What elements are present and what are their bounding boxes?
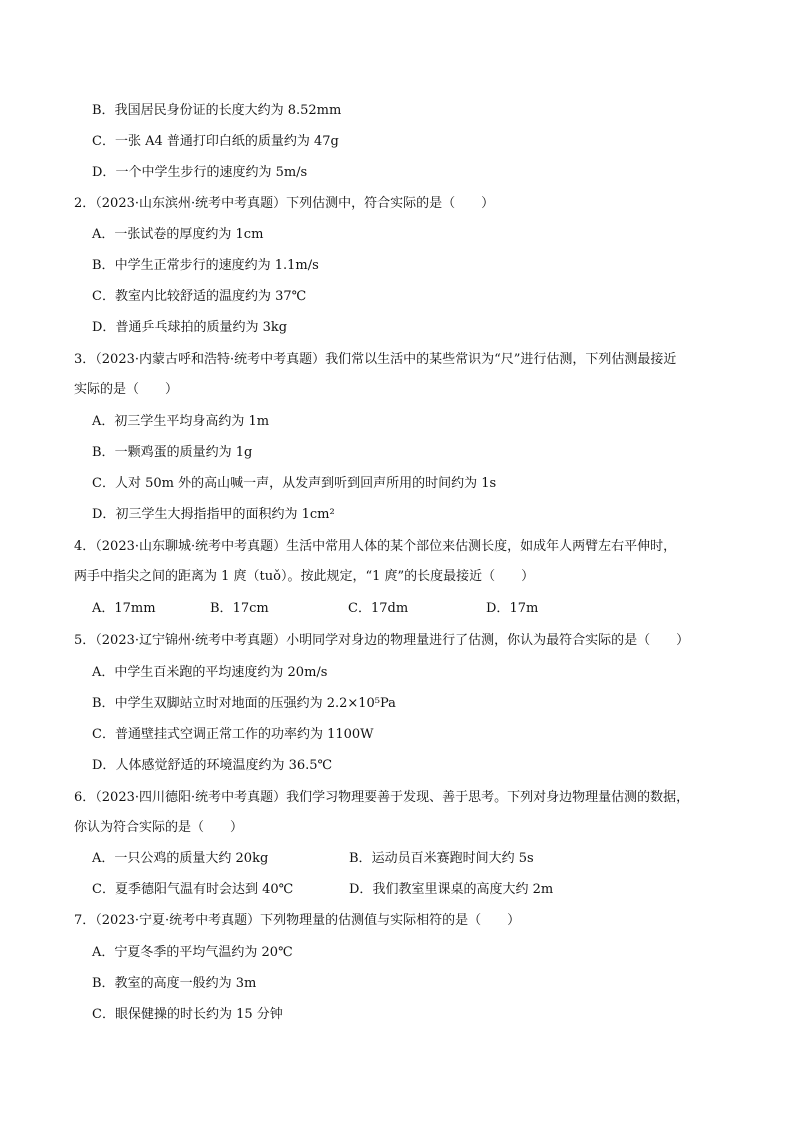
q5-option-b: [92, 694, 396, 714]
q4-stem-line2: 两手中指尖之间的距离为 1 庹（tuǒ）。按此规定，“1 庹”的长度最接近（ ）: [74, 569, 535, 584]
option-text: 一颗鸡蛋的质量约为 1g: [114, 445, 253, 460]
option-label: B．: [92, 976, 115, 991]
option-text: 一个中学生步行的速度约为 5m/s: [115, 165, 308, 180]
option-label: C．: [92, 289, 115, 304]
option-text: 运动员百米赛跑时间大约 5s: [371, 851, 534, 866]
option-label: D．: [349, 882, 373, 897]
option-text: 教室内比较舒适的温度约为 37℃: [114, 289, 307, 304]
option-text: 17mm: [114, 601, 156, 616]
q6-option-a: [92, 849, 268, 869]
q2-option-c: [92, 287, 306, 307]
q1-option-b: [92, 101, 341, 121]
q2-option-a: [92, 225, 263, 245]
q3-option-b: [92, 443, 252, 463]
option-text: 中学生正常步行的速度约为 1.1m/s: [114, 258, 319, 273]
option-label: A．: [92, 601, 115, 616]
q5-option-c: [92, 725, 374, 745]
q2-stem: 2．（2023·山东滨州·统考中考真题）下列估测中，符合实际的是（ ）: [74, 196, 495, 211]
option-label: B．: [92, 258, 115, 273]
q3-stem-line2: 实际的是（ ）: [74, 382, 179, 397]
option-label: C．: [92, 882, 115, 897]
option-label: C．: [348, 601, 371, 616]
option-label: B．: [92, 445, 115, 460]
q6-option-c: [92, 880, 293, 900]
option-text: 17cm: [232, 601, 269, 616]
q2-option-d: [92, 318, 287, 338]
option-label: B．: [210, 601, 233, 616]
option-label: B．: [92, 696, 115, 711]
q3-option-c: [92, 474, 496, 494]
option-label: A．: [92, 945, 115, 960]
option-label: B．: [92, 103, 115, 118]
option-text: 普通乒乓球拍的质量约为 3kg: [115, 320, 288, 335]
q5-option-a: [92, 663, 327, 683]
option-text: 初三学生大拇指指甲的面积约为 1cm²: [115, 507, 335, 522]
q5-stem: 5．（2023·辽宁锦州·统考中考真题）小明同学对身边的物理量进行了估测，你认为最符合实际的是（ ）: [74, 633, 690, 648]
q1-option-c: [92, 132, 339, 152]
q2-option-b: [92, 256, 319, 276]
option-text: 初三学生平均身高约为 1m: [114, 414, 270, 429]
option-text: 人对 50m 外的高山喊一声，从发声到听到回声所用的时间约为 1s: [114, 476, 497, 491]
option-text: 宁夏冬季的平均气温约为 20℃: [114, 945, 293, 960]
option-label: C．: [92, 476, 115, 491]
option-label: C．: [92, 134, 115, 149]
option-text: 17m: [509, 601, 539, 616]
q6-option-b: [349, 849, 534, 869]
option-text: 一张 A4 普通打印白纸的质量约为 47g: [114, 134, 339, 149]
option-text: 中学生百米跑的平均速度约为 20m/s: [114, 665, 328, 680]
q3-option-d: [92, 505, 335, 525]
option-label: A．: [92, 414, 115, 429]
option-label: A．: [92, 851, 115, 866]
option-text: 一张试卷的厚度约为 1cm: [114, 227, 264, 242]
option-label: D．: [486, 601, 510, 616]
option-text: 夏季德阳气温有时会达到 40℃: [114, 882, 294, 897]
q5-option-d: [92, 756, 332, 776]
option-label: D．: [92, 320, 116, 335]
option-label: D．: [92, 758, 116, 773]
option-text: 17dm: [370, 601, 409, 616]
option-text: 一只公鸡的质量大约 20kg: [114, 851, 269, 866]
q6-stem-line1: 6．（2023·四川德阳·统考中考真题）我们学习物理要善于发现、善于思考。下列对身边物理量估测的数据，: [74, 790, 690, 805]
q3-stem-line1: 3．（2023·内蒙古呼和浩特·统考中考真题）我们常以生活中的某些常识为“尺”进行估测，下列估测最接近: [74, 352, 677, 367]
q7-stem: 7．（2023·宁夏·统考中考真题）下列物理量的估测值与实际相符的是（ ）: [74, 913, 521, 928]
option-text: 教室的高度一般约为 3m: [114, 976, 257, 991]
option-text: 普通壁挂式空调正常工作的功率约为 1100W: [114, 727, 374, 742]
option-text: 眼保健操的时长约为 15 分钟: [114, 1007, 283, 1022]
q1-option-d: [92, 163, 307, 183]
option-text: 人体感觉舒适的环境温度约为 36.5℃: [115, 758, 333, 773]
q4-option-a: [92, 599, 156, 619]
q4-stem-line1: 4．（2023·山东聊城·统考中考真题）生活中常用人体的某个部位来估测长度，如成年人两臂左右平伸时，: [74, 539, 677, 554]
option-label: D．: [92, 507, 116, 522]
q7-option-c: [92, 1005, 283, 1025]
option-label: C．: [92, 1007, 115, 1022]
option-text: 中学生双脚站立时对地面的压强约为 2.2×10⁵Pa: [114, 696, 396, 711]
option-text: 我们教室里课桌的高度大约 2m: [372, 882, 554, 897]
q4-option-b: [210, 599, 269, 619]
option-label: B．: [349, 851, 372, 866]
q7-option-a: [92, 943, 293, 963]
option-label: C．: [92, 727, 115, 742]
option-label: A．: [92, 227, 115, 242]
q3-option-a: [92, 412, 269, 432]
option-label: D．: [92, 165, 116, 180]
option-text: 我国居民身份证的长度大约为 8.52mm: [114, 103, 342, 118]
q6-stem-line2: 你认为符合实际的是（ ）: [74, 820, 244, 835]
q7-option-b: [92, 974, 256, 994]
q4-option-c: [348, 599, 408, 619]
q6-option-d: [349, 880, 553, 900]
q4-option-d: [486, 599, 538, 619]
option-label: A．: [92, 665, 115, 680]
